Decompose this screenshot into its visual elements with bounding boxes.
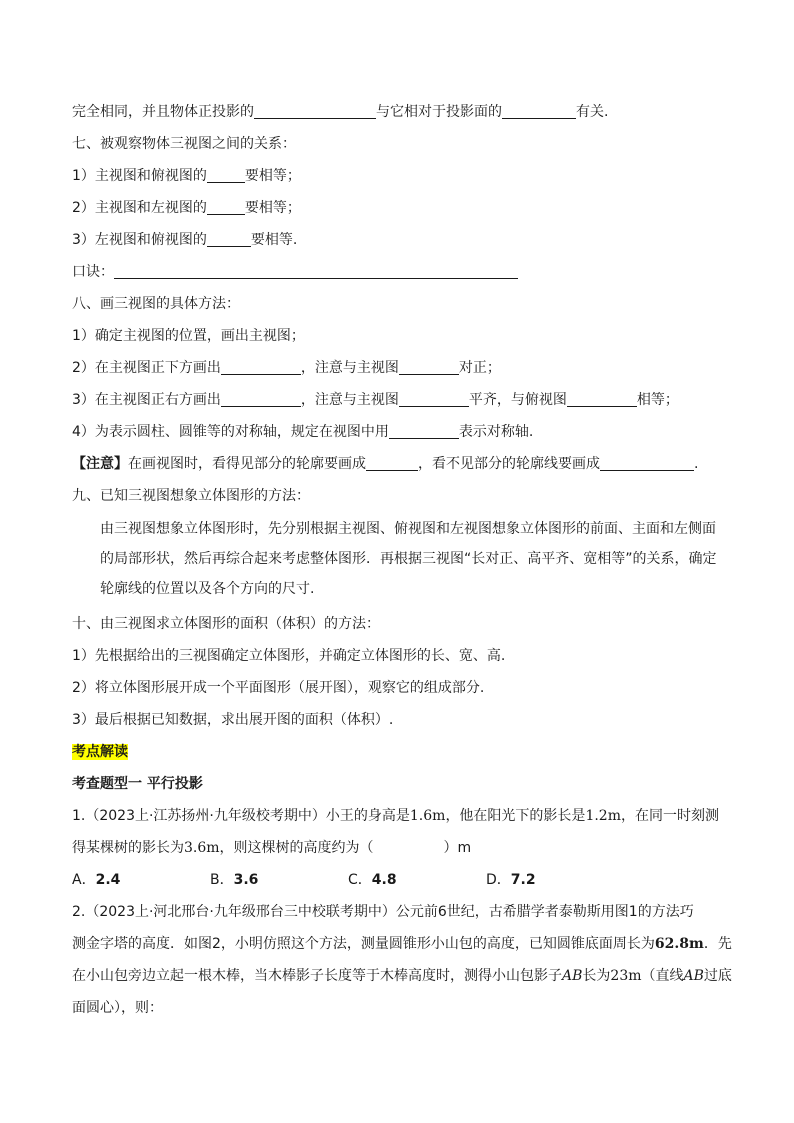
note-tag: 【注意】 <box>72 456 128 472</box>
blank-1[interactable] <box>254 100 376 119</box>
blank-2[interactable] <box>502 100 576 119</box>
blank-s8-3b[interactable] <box>399 388 469 407</box>
s7-item-1: 1）主视图和俯视图的 要相等； <box>72 160 722 192</box>
blank-s8-2a[interactable] <box>221 356 301 375</box>
q2-line-2: 测金字塔的高度．如图2，小明仿照这个方法，测量圆锥形小山包的高度，已知圆锥底面周长为62.8m．先 <box>72 936 732 952</box>
option-a[interactable]: A．2.4 <box>72 872 121 888</box>
section-8-title: 八、画三视图的具体方法： <box>72 296 240 312</box>
option-c[interactable]: C．4.8 <box>348 872 397 888</box>
q1-line-1: 1.（2023上·江苏扬州·九年级校考期中）小王的身高是1.6m，他在阳光下的影长是1.2m，在同一时刻测 <box>72 808 719 824</box>
section-9-title: 九、已知三视图想象立体图形的方法： <box>72 488 310 504</box>
blank-s8-2b[interactable] <box>399 356 459 375</box>
line-continuation: 完全相同，并且物体正投影的 与它相对于投影面的 有关. <box>72 96 722 128</box>
q1-options <box>72 864 722 896</box>
kaodian-heading: 考点解读 <box>72 744 128 760</box>
s7-item-2: 2）主视图和左视图的 要相等； <box>72 192 722 224</box>
s10-item-2: 2）将立体图形展开成一个平面图形（展开图），观察它的组成部分. <box>72 680 485 696</box>
section-9-paragraph: 由三视图想象立体图形时，先分别根据主视图、俯视图和左视图想象立体图形的前面、主面和左侧面的局部形状，然后再综合起来考虑整体图形．再根据三视图“长对正、高平齐、宽相等”的关系，确定轮廓线的位置以及各个方向的尺寸. <box>100 521 717 597</box>
q2-line-3: 在小山包旁边立起一根木棒，当木棒影子长度等于木棒高度时，测得小山包影子AB长为23m（直线AB过底 <box>72 968 732 984</box>
q2-line-4: 面圆心），则： <box>72 1000 163 1016</box>
s8-note: 【注意】在画视图时，看得见部分的轮廓要画成 ，看不见部分的轮廓线要画成 . <box>72 448 722 480</box>
s7-item-3: 3）左视图和俯视图的 要相等. <box>72 224 722 256</box>
blank-s8-3c[interactable] <box>567 388 637 407</box>
blank-s8-4[interactable] <box>389 420 459 439</box>
blank-note-b[interactable] <box>600 452 694 471</box>
blank-note-a[interactable] <box>366 452 418 471</box>
blank-koujue[interactable] <box>114 260 518 279</box>
section-7-title: 七、被观察物体三视图之间的关系： <box>72 136 296 152</box>
option-b[interactable]: B．3.6 <box>210 872 259 888</box>
blank-s7-1[interactable] <box>207 164 245 183</box>
q2-line-1: 2.（2023上·河北邢台·九年级邢台三中校联考期中）公元前6世纪，古希腊学者泰勒斯用图1的方法巧 <box>72 904 694 920</box>
s8-item-3: 3）在主视图正右方画出 ，注意与主视图 平齐，与俯视图 相等； <box>72 384 722 416</box>
blank-s8-3a[interactable] <box>221 388 301 407</box>
blank-s7-3[interactable] <box>207 228 251 247</box>
s10-item-3: 3）最后根据已知数据，求出展开图的面积（体积）. <box>72 712 394 728</box>
koujue-line: 口诀： <box>72 256 722 288</box>
section-10-title: 十、由三视图求立体图形的面积（体积）的方法： <box>72 616 380 632</box>
s10-item-1: 1）先根据给出的三视图确定立体图形，并确定立体图形的长、宽、高. <box>72 648 506 664</box>
question-type-1: 考查题型一 平行投影 <box>72 776 203 792</box>
s8-item-1: 1）确定主视图的位置，画出主视图； <box>72 328 305 344</box>
blank-s7-2[interactable] <box>207 196 245 215</box>
option-d[interactable]: D．7.2 <box>486 872 536 888</box>
document-page <box>72 96 732 1024</box>
s8-item-4: 4）为表示圆柱、圆锥等的对称轴，规定在视图中用 表示对称轴. <box>72 416 722 448</box>
s8-item-2: 2）在主视图正下方画出 ，注意与主视图 对正； <box>72 352 722 384</box>
q1-line-2: 得某棵树的影长为3.6m，则这棵树的高度约为（ ）m <box>72 840 472 856</box>
